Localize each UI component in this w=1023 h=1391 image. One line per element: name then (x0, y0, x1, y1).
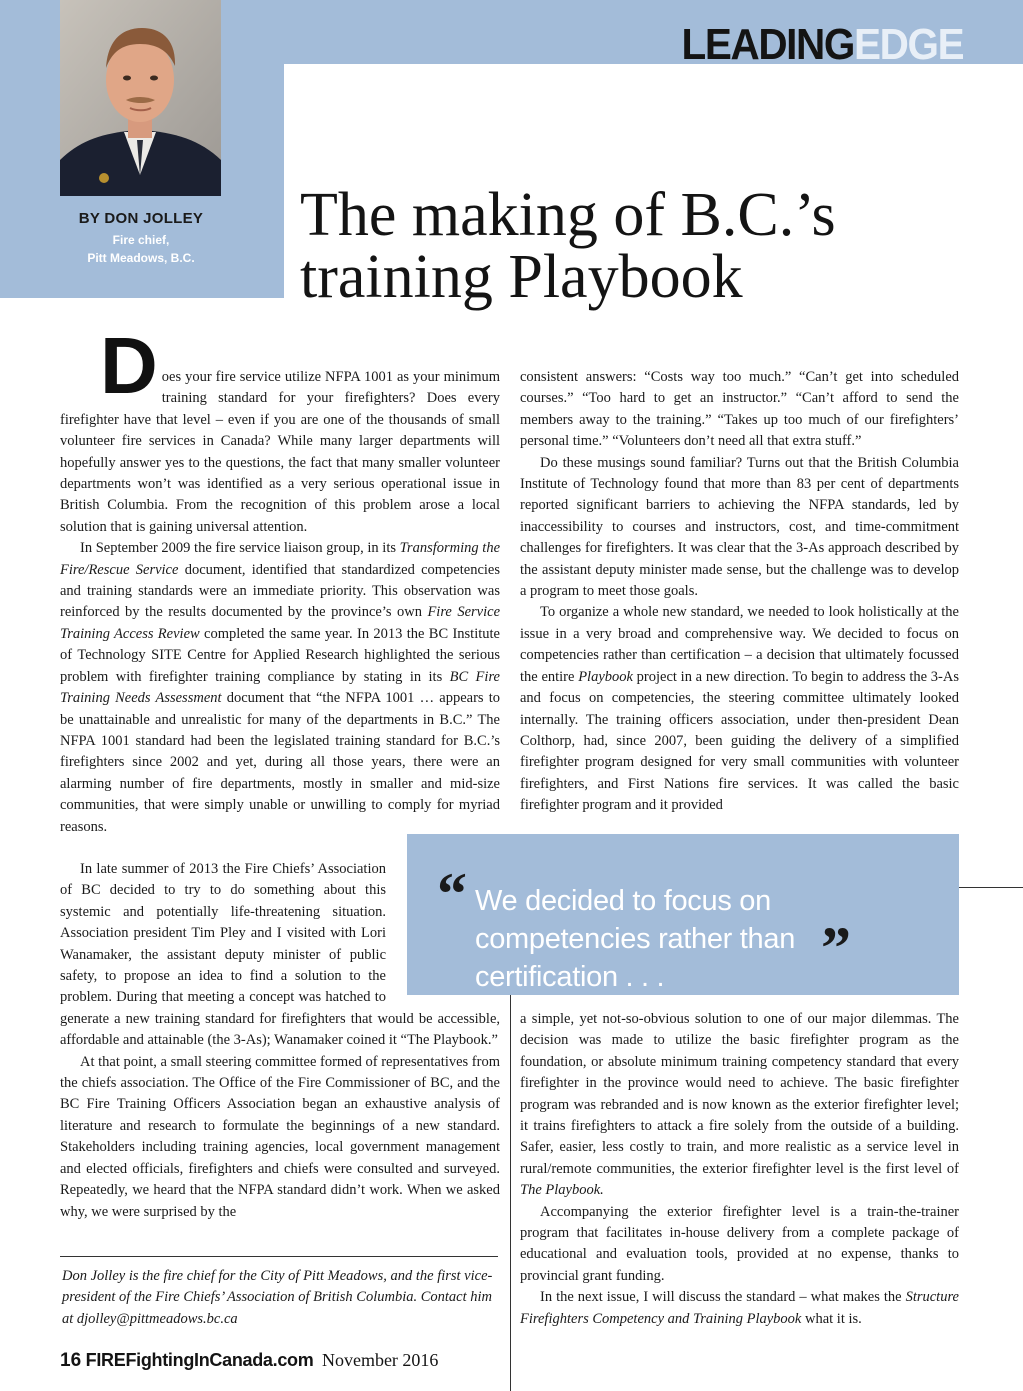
page-number: 16 (60, 1350, 82, 1371)
headline-line2: training Playbook (300, 243, 743, 311)
open-quote-mark: “ (437, 861, 467, 927)
right-column-upper (520, 367, 959, 817)
paragraph-text: a simple, yet not-so-obvious solution to one of our major dilemmas. The decision was made to utilize the basic firefighter program as the foundation, or absolute minimum training competency standard that every firefighter in the province would need to achieve. The basic firefighter program was rebranded and is now known as the exterior firefighter level; it trains firefighters to attack a fire solely from the outside of a building. Safer, easier, less costly to train, and more realistic as a service level in rural/remote communities, the exterior firefighter level is the first level of (520, 1011, 959, 1177)
paragraph: Do these musings sound familiar? Turns out that the British Columbia Institute of Technology found that more than 83 per cent of departments reported significant barriers to achieving the NFPA standards, led by inaccessibility to courses and instructors, cost, and time-commitment challenges for firefighters. It was clear that the 3-As approach described by the assistant deputy minister made sense, but the challenge was to develop a program to meet those goals. (520, 454, 959, 600)
article-headline (300, 181, 1000, 311)
close-quote-mark: ” (821, 915, 851, 981)
paragraph-text: what it is. (801, 1310, 862, 1327)
document-title: The Playbook. (520, 1182, 604, 1199)
paragraph-text: oes your fire service utilize NFPA 1001 as your minimum training standard for your firefighters? Does every firefighter have that level – even if you are one of the thousands of small volunteer fire services in Canada? While many larger departments will hopefully answer yes to the questions, the fact that many smaller volunteer departments won’t was identified as a very serious operational issue in British Columbia. From the recognition of this problem arose a local solution that is gaining universal attention. (60, 369, 500, 535)
paragraph-text: completed the same year. In 2013 the BC Institute of Technology SITE Centre for Applied Research highlighted the serious problem with firefighter training compliance by stating in its (60, 625, 500, 685)
paragraph (60, 321, 500, 538)
left-column-upper (60, 321, 501, 838)
byline (20, 210, 262, 267)
paragraph-text: In September 2009 the fire service liaison group, in its (80, 540, 400, 557)
section-title-edge: EDGE (853, 22, 963, 68)
document-title: BC Fire Training Needs Assessment (60, 668, 500, 707)
section-title-lead: LEADING (681, 22, 854, 68)
paragraph (60, 538, 500, 838)
author-name: BY DON JOLLEY (78, 210, 204, 227)
document-title: Fire Service Training Access Review (60, 604, 501, 642)
bio-divider (60, 1256, 498, 1257)
quote-rule (959, 887, 1023, 888)
document-title: Structure Firefighters Competency and Training Playbook (520, 1289, 959, 1327)
footer-website: FIREFightingInCanada.com (85, 1350, 314, 1370)
paragraph-text: document, identified that standardized competencies and training standards were an immediate priority. This observation was reinforced by the results documented by the province’s own (60, 561, 500, 621)
headline-line1: The making of B.C.’s (300, 181, 836, 249)
paragraph: Accompanying the exterior firefighter level is a train-the-trainer program that facilitates in-house delivery from a complete package of educational and evaluation tools, provided at no expense, thanks to provincial grant funding. (520, 1203, 959, 1284)
drop-cap: D (100, 321, 158, 410)
pull-quote (407, 834, 959, 995)
page-footer (60, 1350, 438, 1372)
author-bio (62, 1266, 502, 1330)
paragraph (520, 1287, 959, 1330)
column-divider (510, 995, 511, 1391)
author-role-line1: Fire chief, (112, 233, 170, 247)
author-role (20, 231, 262, 267)
author-role-line2: Pitt Meadows, B.C. (87, 251, 195, 265)
author-bio-text: Don Jolley is the fire chief for the City of Pitt Meadows, and the first vice-president of the Fire Chiefs’ Association of British Columbia. Contact him at djolley@pittmeadows.bc.ca (62, 1268, 493, 1327)
paragraph: At that point, a small steering committee formed of representatives from the chiefs association. The Office of the Fire Commissioner of BC, and the BC Fire Training Officers Association began an exhaustive analysis of literature and research to formulate the beginnings of a new standard. Stakeholders including training agencies, local government management and elected officials, firefighters and chiefs were consulted and surveyed. Repeatedly, we heard that the NFPA standard didn’t work. When we asked why, we were surprised by the (60, 1053, 500, 1220)
paragraph-text: In the next issue, I will discuss the standard – what makes the (540, 1289, 906, 1306)
paragraph (520, 602, 959, 816)
paragraph-text: document that “the NFPA 1001 … appears to be unattainable and unrealistic for many of the departments in B.C.” The NFPA 1001 standard had been the legislated training standard for B.C.’s firefighters since 2002 and yet, during all those years, there were an alarming number of fire departments, mostly in smaller and mid-size communities, that were simply unable or unwilling to comply for myriad reasons. (60, 690, 500, 835)
paragraph (520, 1009, 959, 1202)
issue-date: November 2016 (321, 1350, 439, 1370)
section-title (681, 22, 963, 68)
right-column-lower (520, 1009, 959, 1330)
document-title: Transforming the Fire/Rescue Service (60, 540, 500, 578)
paragraph-text: To organize a whole new standard, we needed to look holistically at the issue in a very broad and comprehensive way. We decided to focus on competencies rather than certification – a decision that ultimately focussed the entire (520, 604, 959, 685)
paragraph: In late summer of 2013 the Fire Chiefs’ Association of BC decided to try to do something about this systemic and potentially life-threatening situation. Association president Tim Pley and I visited with Lori Wanamaker, the assistant deputy minister of public safety, to propose an idea to find a solution to the problem. During that meeting a concept was hatched to generate a new training standard for firefighters that would be accessible, affordable and attainable (the 3-As); Wanamaker coined it “The Playbook.” (60, 861, 500, 1049)
author-photo (60, 0, 221, 196)
paragraph-text: project in a new direction. To begin to address the 3-As and focus on competencies, the steering committee ultimately looked internally. The training officers association, under then-president Dean Colthorp, had, since 2007, been guiding the delivery of a simplified firefighter program designed for very small communities with volunteer firefighters, and First Nations fire services. It was called the basic firefighter program and it provided (520, 668, 959, 814)
pull-quote-text: We decided to focus on competencies rather than certification . . . (475, 885, 796, 993)
paragraph: consistent answers: “Costs way too much.” “Can’t get into scheduled courses.” “Too hard to get an instructor.” “Can’t afford to send the members away to the training.” “Takes up too much of our firefighters’ personal time.” “Volunteers don’t need all that extra stuff.” (520, 369, 959, 450)
document-title: Playbook (578, 668, 633, 685)
